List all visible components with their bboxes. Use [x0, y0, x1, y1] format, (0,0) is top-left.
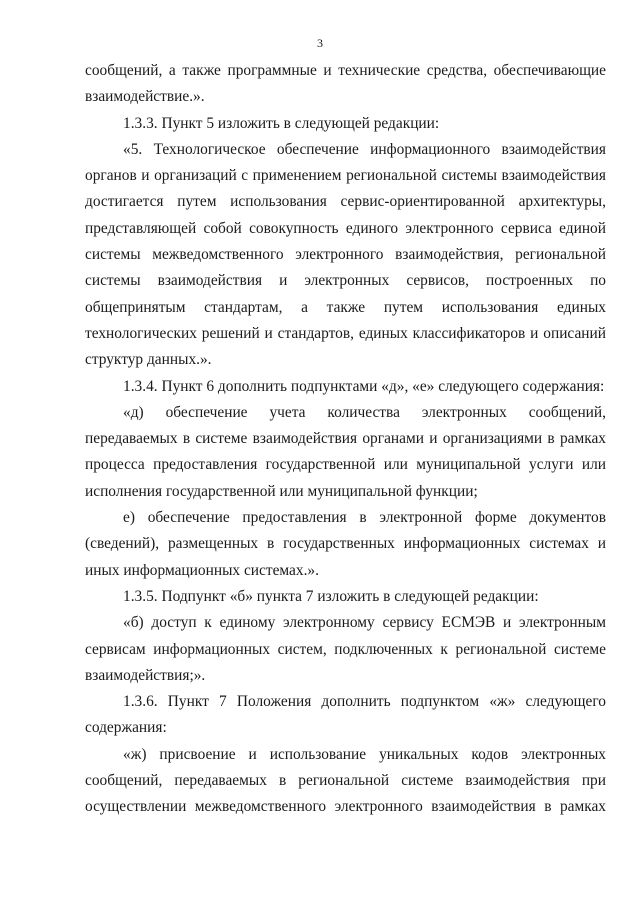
paragraph-1-3-6-heading: 1.3.6. Пункт 7 Положения дополнить подпунктом «ж» следующего содержания: — [85, 693, 606, 737]
paragraph-point-5-text: «5. Технологическое обеспечение информационного взаимодействия органов и организаций с применением региональной системы взаимодействия достигается путем использования сервис-ориентированной архитектуры, представляющей собой совокупность единого электронного сервиса единой системы межведомственного электронного взаимодействия, региональной системы взаимодействия и электронных сервисов, построенных по общепринятым стандартам, а также путем использования единых технологических решений и стандартов, единых классификаторов и описаний структур данных.». — [85, 140, 606, 369]
paragraph-1-3-4-heading: 1.3.4. Пункт 6 дополнить подпунктами «д», «е» следующего содержания: — [123, 377, 605, 395]
paragraph-subpoint-d: «д) обеспечение учета количества электронных сообщений, передаваемых в системе взаимодействия органами и организациями в рамках процесса предоставления государственной или муниципальной услуги или исполнения государственной или муниципальной функции; — [85, 403, 606, 500]
page-number: 3 — [317, 36, 323, 50]
document-body — [85, 58, 606, 821]
paragraph-1-3-3-heading: 1.3.3. Пункт 5 изложить в следующей редакции: — [123, 114, 440, 132]
paragraph-1-3-5-heading: 1.3.5. Подпункт «б» пункта 7 изложить в следующей редакции: — [123, 587, 539, 605]
paragraph-subpoint-zh: «ж) присвоение и использование уникальных кодов электронных сообщений, передаваемых в региональной системе взаимодействия при осуществлении межведомственного электронного взаимодействия в рамках — [85, 745, 606, 816]
paragraph-subpoint-e: е) обеспечение предоставления в электронной форме документов (сведений), размещенных в государственных информационных системах и иных информационных системах.». — [85, 509, 606, 579]
paragraph-continuation: сообщений, а также программные и технические средства, обеспечивающие взаимодействие.». — [85, 62, 606, 106]
paragraph-subpoint-b: «б) доступ к единому электронному сервису ЕСМЭВ и электронным сервисам информационных систем, подключенных к региональной системе взаимодействия;». — [85, 614, 606, 684]
